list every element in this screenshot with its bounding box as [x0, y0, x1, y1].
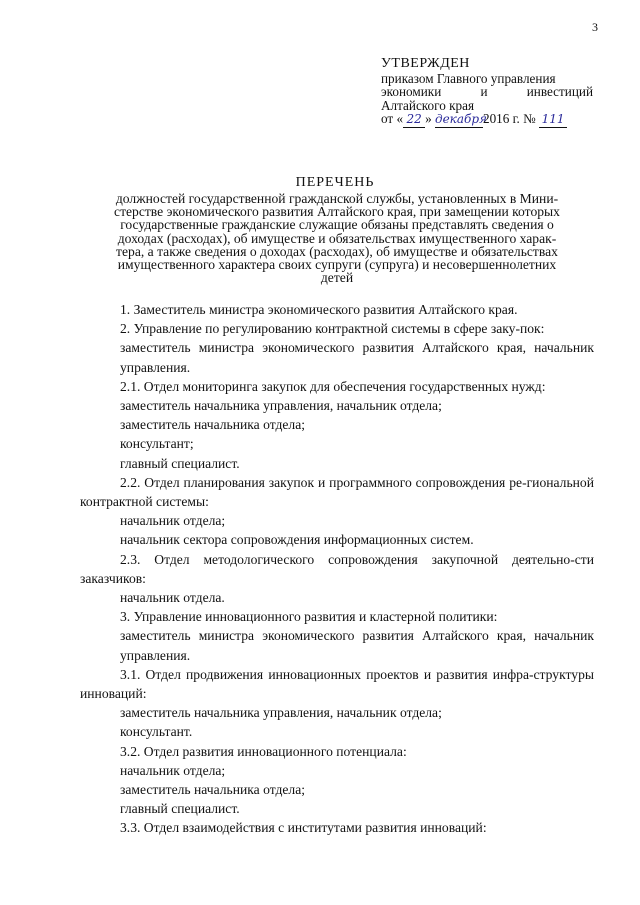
- document-title: ПЕРЕЧЕНЬ: [295, 175, 375, 190]
- position-line: заместитель министра экономического развития Алтайского края, начальник управления.: [120, 628, 594, 663]
- subtitle-line: стерстве экономического развития Алтайского края, при замещении которых: [114, 204, 560, 220]
- approval-block: [381, 57, 593, 128]
- position-line: заместитель начальника отдела;: [120, 782, 306, 798]
- position-line: заместитель начальника управления, начальник отдела;: [120, 705, 442, 721]
- list-item: 3.3. Отдел взаимодействия с институтами развития инноваций:: [120, 820, 487, 836]
- approval-date-line: [381, 112, 593, 128]
- approval-title: УТВЕРЖДЕН: [381, 56, 470, 71]
- position-line: главный специалист.: [120, 801, 240, 817]
- page-number: 3: [592, 20, 598, 34]
- position-line: консультант;: [120, 436, 194, 452]
- position-line: начальник отдела;: [120, 762, 226, 778]
- subtitle-line: детей: [320, 270, 354, 286]
- date-prefix: от «: [381, 111, 404, 126]
- list-item: 2.1. Отдел мониторинга закупок для обеспечения государственных нужд:: [120, 378, 546, 394]
- handwritten-order-number: 111: [539, 113, 567, 128]
- date-suffix: 2016 г. №: [482, 111, 536, 126]
- document-body: [80, 300, 594, 838]
- position-line: начальник отдела.: [120, 590, 225, 606]
- list-item: 2.2. Отдел планирования закупок и программного сопровождения ре-гиональной контрактной системы:: [80, 474, 594, 510]
- position-line: начальник отдела;: [120, 513, 226, 529]
- position-line: заместитель начальника управления, начальник отдела;: [120, 398, 442, 414]
- list-item: 3. Управление инновационного развития и кластерной политики:: [120, 609, 498, 625]
- document-subtitle: [80, 192, 594, 284]
- position-line: заместитель начальника отдела;: [120, 417, 306, 433]
- list-item: 1. Заместитель министра экономического развития Алтайского края.: [120, 302, 518, 317]
- position-line: консультант.: [120, 724, 193, 740]
- position-line: заместитель министра экономического развития Алтайского края, начальник управления.: [120, 340, 594, 375]
- subtitle-line: государственные гражданские служащие обязаны представлять сведения о: [120, 217, 554, 233]
- subtitle-line: имущественного характера своих супруги (супруга) и несовершеннолетних: [117, 257, 557, 273]
- subtitle-line: доходах (расходах), об имуществе и обязательствах имущественного харак-: [117, 230, 557, 246]
- list-item: 2.3. Отдел методологического сопровождения закупочной деятельно-сти заказчиков:: [80, 551, 594, 586]
- date-mid: »: [425, 111, 432, 126]
- approval-line-1: приказом Главного управления: [381, 70, 556, 86]
- list-item: 2. Управление по регулированию контрактной системы в сфере заку-пок:: [120, 321, 545, 337]
- position-line: начальник сектора сопровождения информационных систем.: [120, 532, 474, 548]
- list-item: 3.1. Отдел продвижения инновационных проектов и развития инфра-структуры инноваций:: [80, 666, 594, 702]
- approval-word-economy: экономики: [381, 84, 442, 99]
- approval-line-2: [381, 85, 593, 99]
- approval-line-3: Алтайского края: [381, 97, 475, 113]
- subtitle-line: должностей государственной гражданской службы, установленных в Мини-: [115, 191, 559, 206]
- approval-word-investments: инвестиций: [526, 84, 593, 99]
- handwritten-day: 22: [403, 113, 425, 128]
- handwritten-month: декабря: [434, 112, 487, 126]
- list-item: 3.2. Отдел развития инновационного потенциала:: [120, 743, 407, 759]
- position-line: главный специалист.: [120, 455, 240, 471]
- approval-word-and: и: [480, 84, 488, 99]
- subtitle-line: тера, а также сведения о доходах (расходах), об имуществе и обязательствах: [116, 243, 558, 259]
